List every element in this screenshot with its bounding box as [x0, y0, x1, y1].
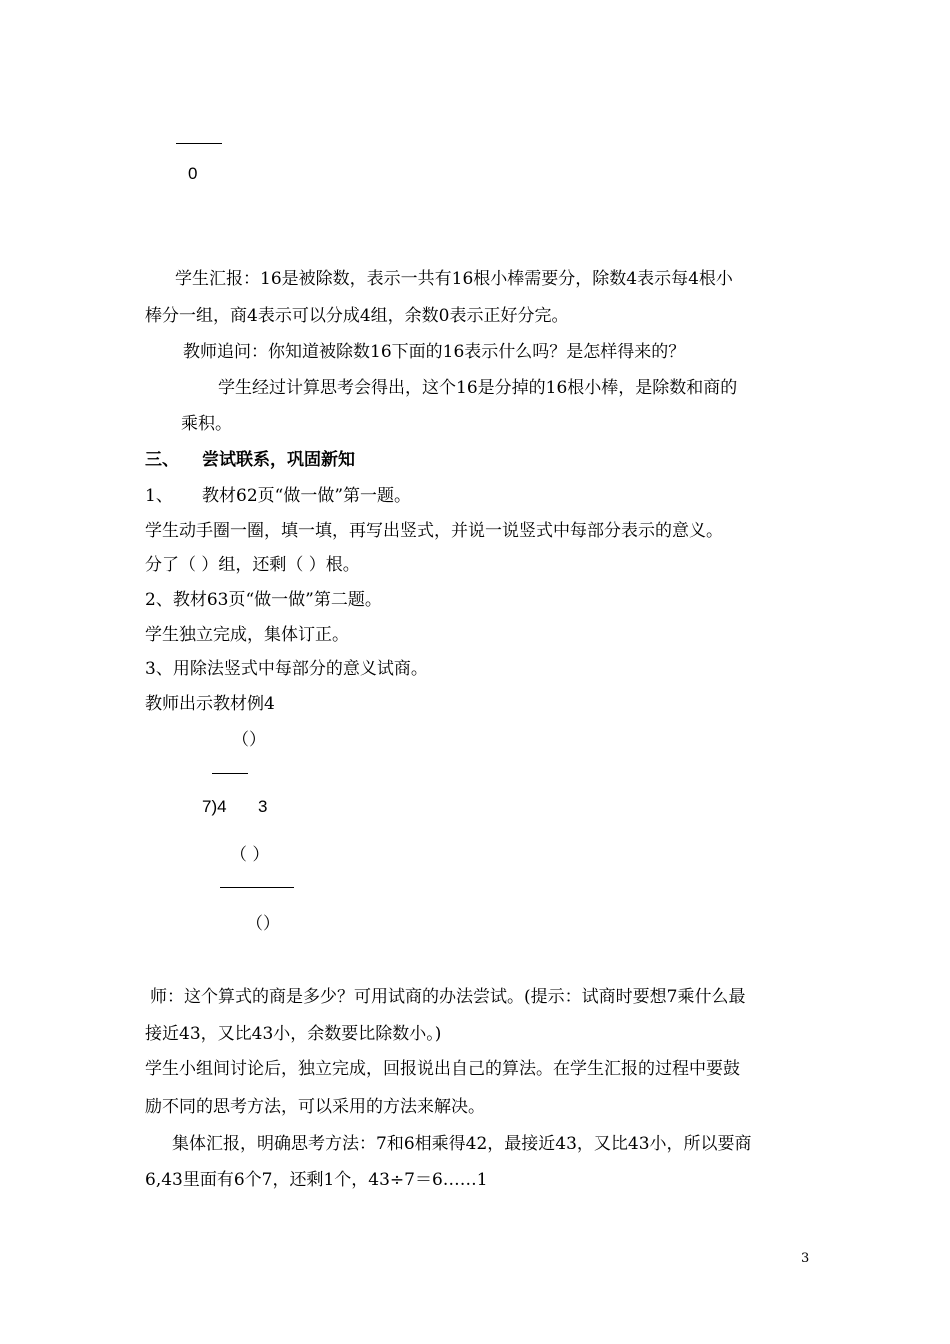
teacher-prompt-line2: 接近43，又比43小，余数要比除数小。) — [145, 1024, 442, 1044]
item1-number: 1、 — [145, 486, 173, 506]
example4-divisor-dividend: 7)4 — [202, 797, 227, 816]
division-remainder: 0 — [188, 164, 198, 183]
division-rule-top — [176, 143, 222, 144]
section-title: 尝试联系，巩固新知 — [202, 450, 355, 470]
student-report-line1: 学生汇报：16是被除数，表示一共有16根小棒需要分，除数4表示每4根小 — [175, 269, 733, 289]
summary-line2: 6,43里面有6个7，还剩1个，43÷7＝6……1 — [145, 1170, 488, 1190]
item3-text: 3、用除法竖式中每部分的意义试商。 — [145, 659, 428, 679]
example4-product: （ ） — [230, 845, 270, 865]
example4-subtraction-bar — [220, 887, 294, 888]
summary-line1: 集体汇报，明确思考方法：7和6相乘得42，最接近43，又比43小，所以要商 — [172, 1134, 752, 1154]
example4-division-bar — [212, 773, 248, 774]
item3-description: 教师出示教材例4 — [145, 694, 275, 714]
item2-description: 学生独立完成，集体订正。 — [145, 625, 349, 645]
student-answer-line2: 乘积。 — [181, 414, 232, 434]
student-report-line2: 棒分一组，商4表示可以分成4组，余数0表示正好分完。 — [145, 306, 569, 326]
teacher-question: 教师追问：你知道被除数16下面的16表示什么吗？是怎样得来的？ — [183, 342, 686, 362]
item1-fill-blank: 分了（ ）组，还剩（ ）根。 — [145, 555, 360, 575]
item2-text: 2、教材63页“做一做”第二题。 — [145, 590, 382, 610]
group-discussion-line1: 学生小组间讨论后，独立完成，回报说出自己的算法。在学生汇报的过程中要鼓 — [145, 1059, 740, 1079]
example4-remainder: （） — [246, 914, 280, 934]
example4-dividend-digit: 3 — [258, 797, 268, 816]
group-discussion-line2: 励不同的思考方法，可以采用的方法来解决。 — [145, 1097, 485, 1117]
item1-text: 教材62页“做一做”第一题。 — [202, 486, 412, 506]
page-number: 3 — [801, 1251, 810, 1266]
section-number: 三、 — [145, 450, 179, 470]
example4-quotient: （） — [232, 730, 266, 750]
teacher-prompt-line1: 师：这个算式的商是多少？可用试商的办法尝试。(提示：试商时要想7乘什么最 — [150, 987, 746, 1007]
student-answer-line1: 学生经过计算思考会得出，这个16是分掉的16根小棒，是除数和商的 — [218, 378, 738, 398]
item1-description: 学生动手圈一圈，填一填，再写出竖式，并说一说竖式中每部分表示的意义。 — [145, 521, 723, 541]
